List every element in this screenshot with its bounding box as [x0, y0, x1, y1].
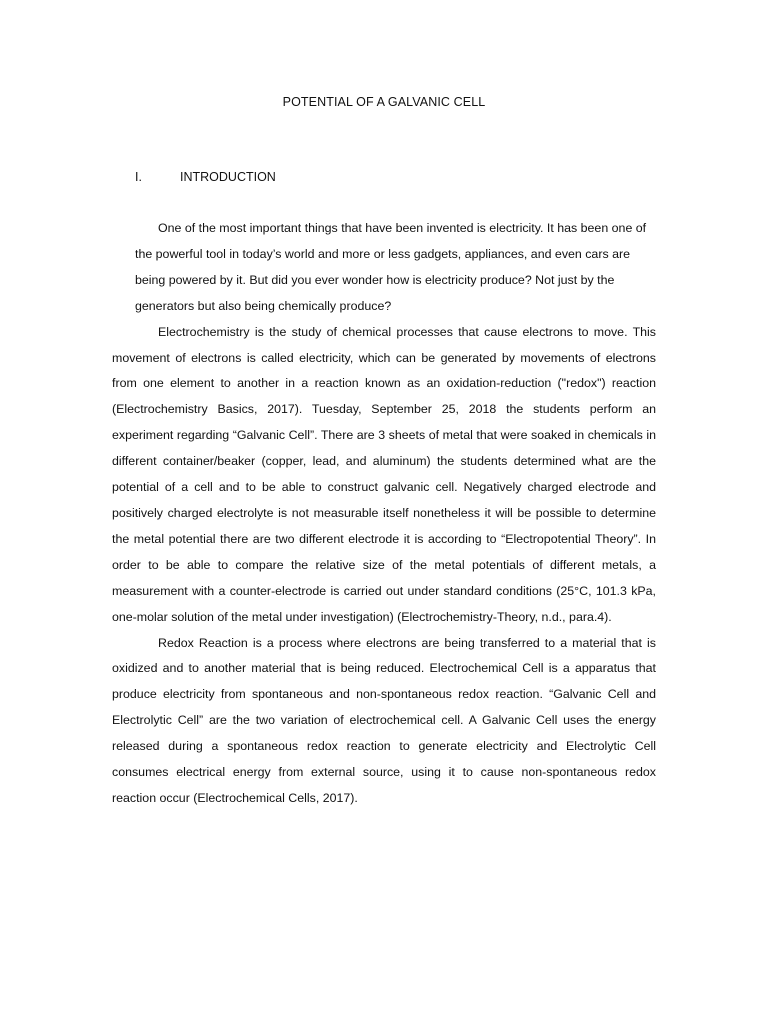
document-title: POTENTIAL OF A GALVANIC CELL: [282, 95, 486, 109]
document-body: [112, 216, 656, 812]
paragraph-redox-reaction: Redox Reaction is a process where electrons are being transferred to a material that is oxidized and to another material that is being reduced. Electrochemical Cell is a apparatus that produce electricity from spontaneous and non-spontaneous redox reaction. “Galvanic Cell and Electrolytic Cell” are the two variation of electrochemical cell. A Galvanic Cell uses the energy released during a spontaneous redox reaction to generate electricity and Electrolytic Cell consumes electrical energy from external source, using it to cause non-spontaneous redox reaction occur (Electrochemical Cells, 2017).: [112, 635, 656, 805]
section-heading: [135, 170, 276, 184]
paragraph-intro: One of the most important things that have been invented is electricity. It has been one of the powerful tool in today’s world and more or less gadgets, appliances, and even cars are being powered by it. But did you ever wonder how is electricity produce? Not just by the generators but also being chemically produce?: [135, 221, 647, 313]
section-number: I.: [135, 170, 142, 184]
section-title: INTRODUCTION: [180, 170, 276, 184]
paragraph-electrochemistry: Electrochemistry is the study of chemical processes that cause electrons to move. This movement of electrons is called electricity, which can be generated by movements of electrons from one element to another in a reaction known as an oxidation-reduction ("redox") reaction (Electrochemistry Basics, 2017). Tuesday, September 25, 2018 the students perform an experiment regarding “Galvanic Cell”. There are 3 sheets of metal that were soaked in chemicals in different container/beaker (copper, lead, and aluminum) the students determined what are the potential of a cell and to be able to construct galvanic cell. Negatively charged electrode and positively charged electrolyte is not measurable itself nonetheless it will be possible to determine the metal potential there are two different electrode it is according to “Electropotential Theory”. In order to be able to compare the relative size of the metal potentials of different metals, a measurement with a counter-electrode is carried out under standard conditions (25°C, 101.3 kPa, one-molar solution of the metal under investigation) (Electrochemistry-Theory, n.d., para.4).: [112, 324, 656, 624]
